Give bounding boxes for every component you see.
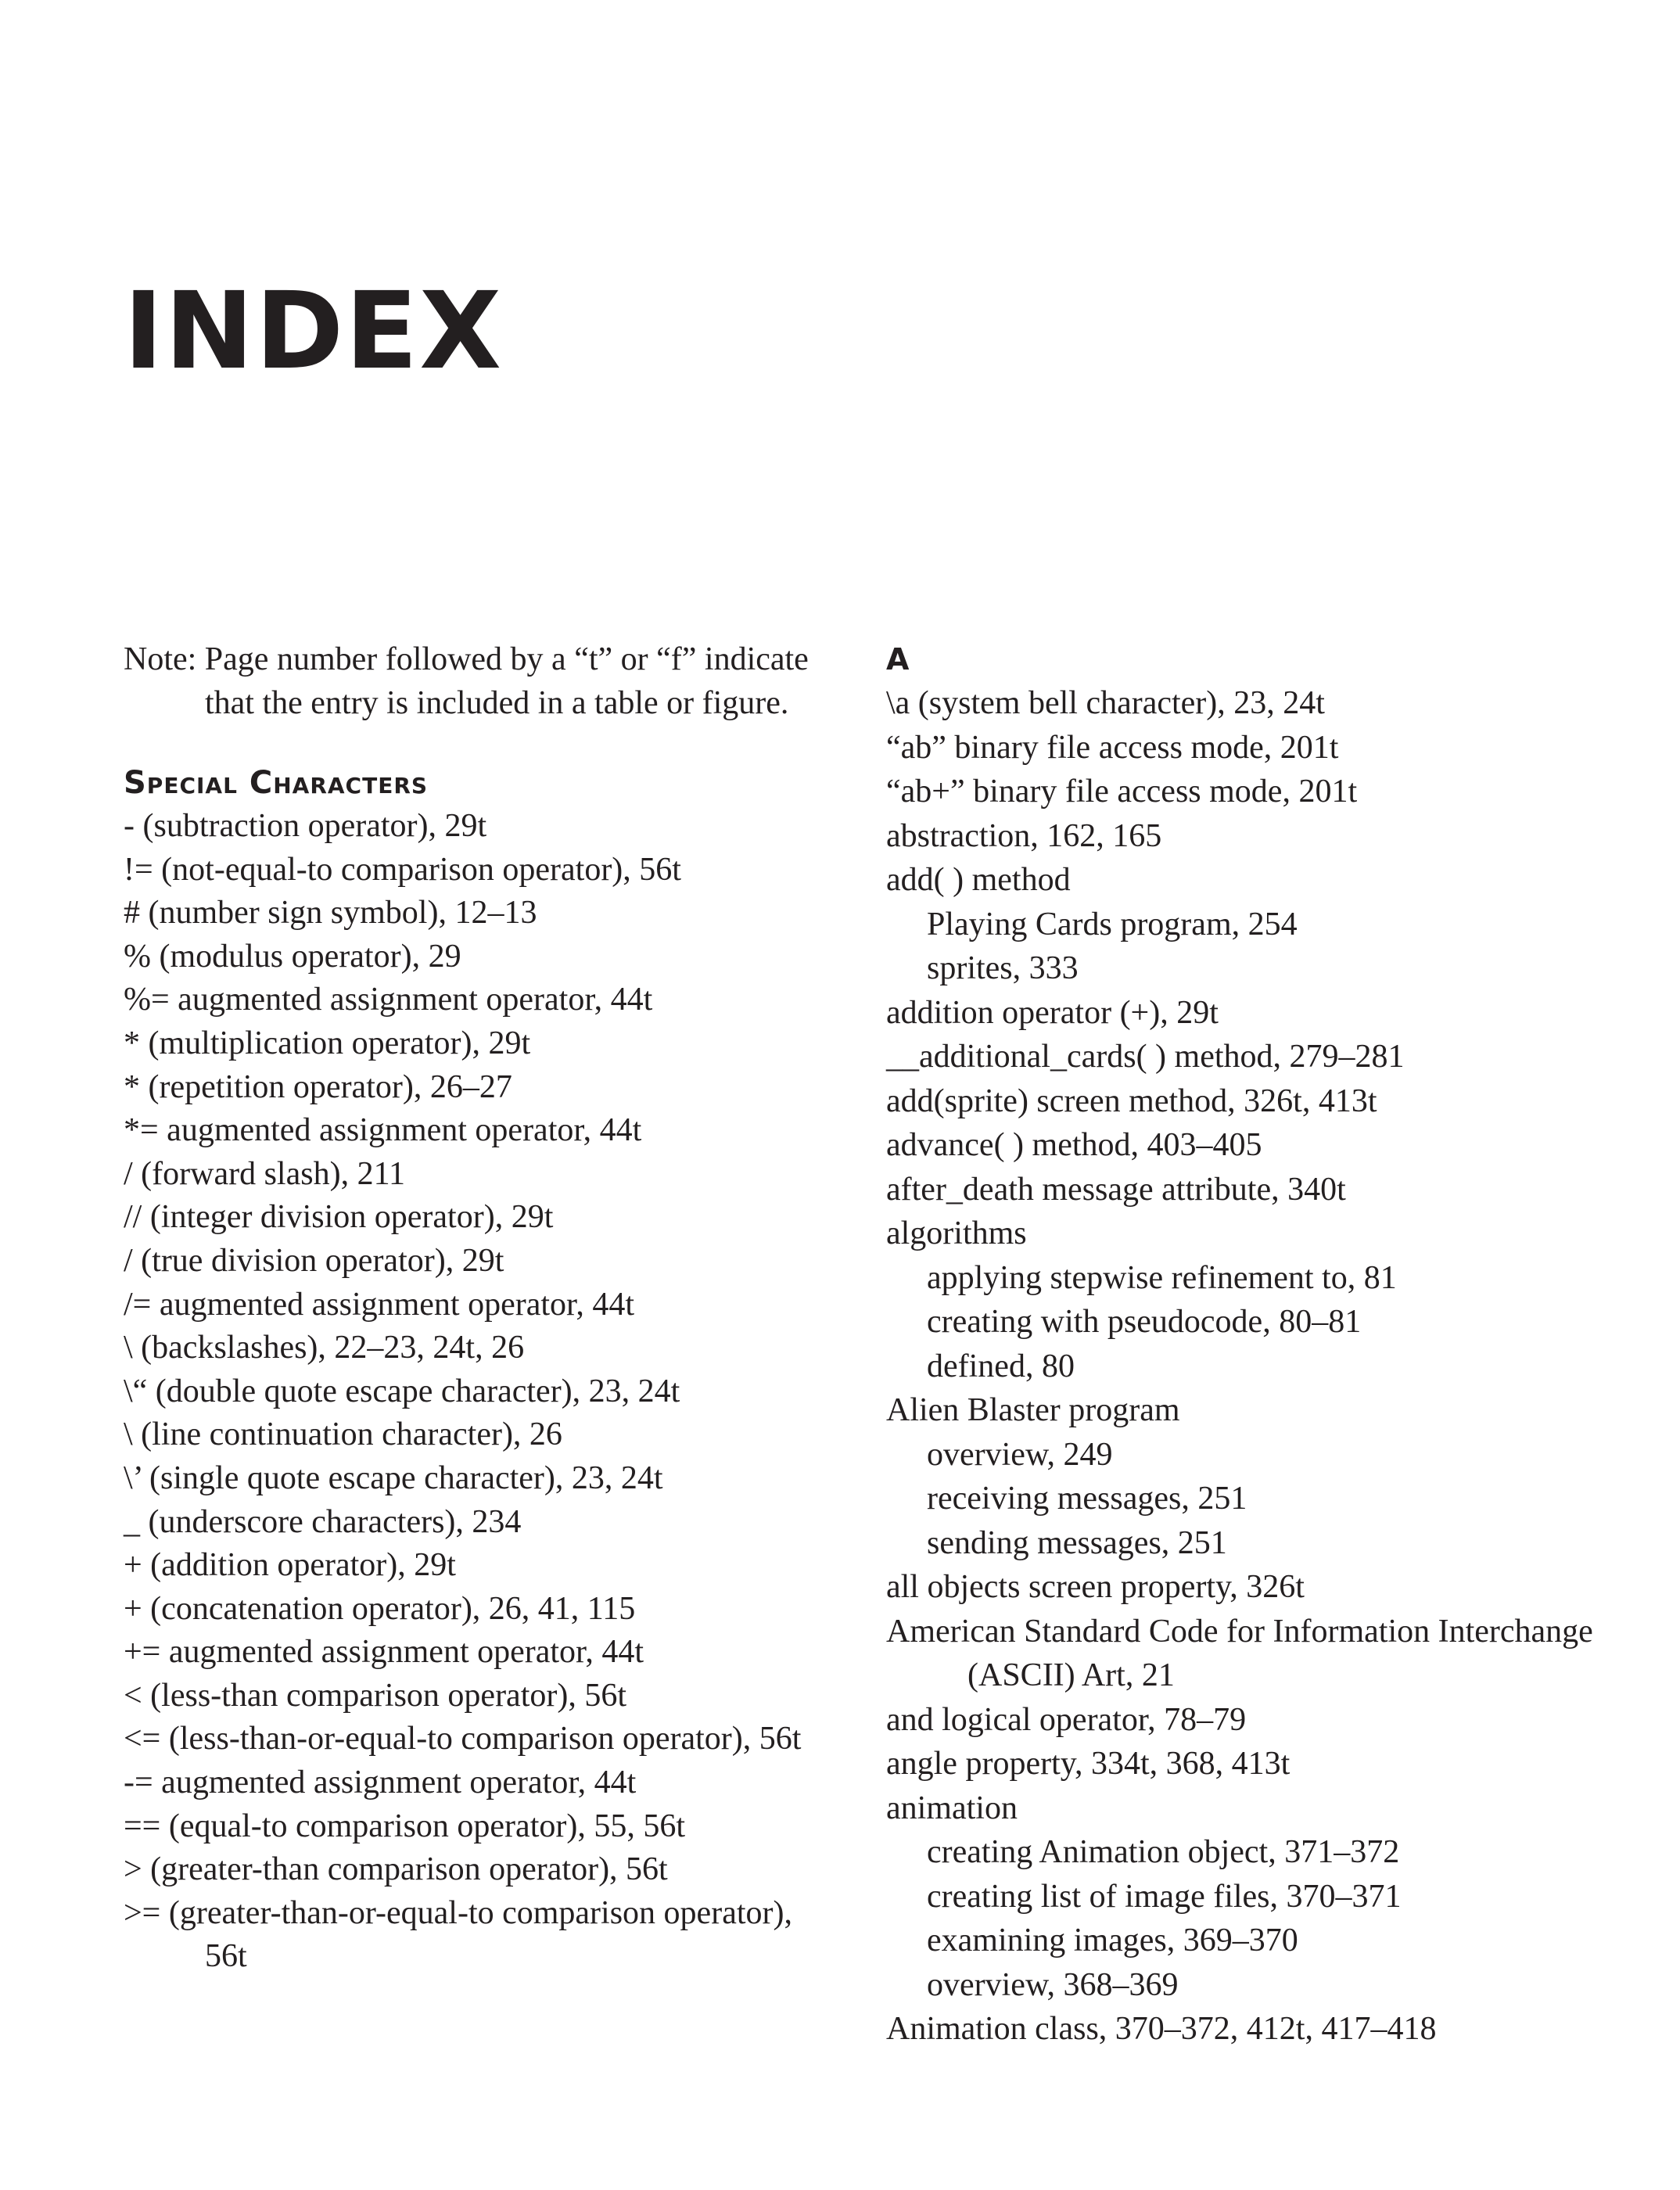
index-entry: and logical operator, 78–79 [886, 1701, 1247, 1738]
index-entry: \ (backslashes), 22–23, 24t, 26 [124, 1330, 525, 1366]
index-subentry: creating list of image files, 370–371 [927, 1878, 1402, 1915]
index-subentry: sprites, 333 [927, 950, 1079, 986]
index-entry: Animation class, 370–372, 412t, 417–418 [886, 2011, 1437, 2047]
index-entry: /= augmented assignment operator, 44t [124, 1286, 635, 1323]
index-entry: abstraction, 162, 165 [886, 817, 1162, 854]
index-entry-list-special-characters [124, 805, 827, 1979]
page-title: INDEX [124, 270, 504, 393]
index-subentry: creating with pseudocode, 80–81 [927, 1304, 1362, 1340]
index-subentry: receiving messages, 251 [927, 1481, 1247, 1517]
index-entry: algorithms [886, 1215, 1027, 1251]
index-entry: “ab” binary file access mode, 201t [886, 729, 1339, 766]
index-entry: + (addition operator), 29t [124, 1547, 456, 1584]
index-entry: # (number sign symbol), 12–13 [124, 895, 537, 932]
index-entry: Alien Blaster program [886, 1392, 1180, 1428]
index-entry: / (true division operator), 29t [124, 1242, 504, 1279]
index-entry: *= augmented assignment operator, 44t [124, 1112, 642, 1149]
index-entry: >= (greater-than-or-equal-to comparison operator), 56t [124, 1894, 792, 1975]
index-entry: \a (system bell character), 23, 24t [886, 685, 1325, 721]
index-subentry: defined, 80 [927, 1348, 1075, 1384]
index-entry: advance( ) method, 403–405 [886, 1127, 1262, 1163]
index-subentry: creating Animation object, 371–372 [927, 1834, 1400, 1870]
index-subentry: examining images, 369–370 [927, 1923, 1298, 1958]
index-subentry: overview, 368–369 [927, 1966, 1179, 2003]
index-entry: <= (less-than-or-equal-to comparison operator), 56t [124, 1721, 802, 1757]
index-subentry: sending messages, 251 [927, 1524, 1227, 1561]
index-entry: % (modulus operator), 29 [124, 938, 461, 975]
index-entry: \’ (single quote escape character), 23, 24t [124, 1459, 663, 1496]
index-entry: angle property, 334t, 368, 413t [886, 1746, 1291, 1782]
index-entry: - (subtraction operator), 29t [124, 808, 487, 844]
index-entry: add(sprite) screen method, 326t, 413t [886, 1082, 1377, 1119]
index-entry: == (equal-to comparison operator), 55, 56t [124, 1808, 685, 1844]
index-entry: %= augmented assignment operator, 44t [124, 982, 653, 1018]
index-entry: < (less-than comparison operator), 56t [124, 1677, 627, 1714]
index-entry: / (forward slash), 211 [124, 1155, 406, 1192]
index-note: Note: Page number followed by a “t” or “f” indicate that the entry is included in a table or figure. [124, 641, 809, 721]
index-entry: += augmented assignment operator, 44t [124, 1634, 644, 1671]
index-entry: \ (line continuation character), 26 [124, 1416, 562, 1453]
index-entry: animation [886, 1790, 1018, 1826]
index-entry: add( ) method [886, 862, 1071, 898]
index-entry: addition operator (+), 29t [886, 994, 1219, 1031]
index-entry: \“ (double quote escape character), 23, 24t [124, 1373, 680, 1409]
index-column-left [124, 637, 827, 1979]
index-entry: != (not-equal-to comparison operator), 56t [124, 851, 681, 888]
index-entry-list-a [886, 681, 1621, 2052]
index-entry: American Standard Code for Information Interchange (ASCII) Art, 21 [886, 1613, 1593, 1693]
index-entry: + (concatenation operator), 26, 41, 115 [124, 1590, 636, 1627]
index-entry: _ (underscore characters), 234 [124, 1503, 522, 1540]
index-entry: -= augmented assignment operator, 44t [124, 1765, 637, 1801]
index-subentry: applying stepwise refinement to, 81 [927, 1259, 1397, 1296]
index-entry: * (repetition operator), 26–27 [124, 1068, 512, 1105]
index-entry: all objects screen property, 326t [886, 1569, 1305, 1605]
index-entry: after_death message attribute, 340t [886, 1171, 1346, 1208]
index-entry: * (multiplication operator), 29t [124, 1025, 531, 1061]
index-entry: “ab+” binary file access mode, 201t [886, 774, 1358, 810]
index-entry: // (integer division operator), 29t [124, 1199, 554, 1236]
section-heading-a: A [886, 642, 910, 677]
index-entry: > (greater-than comparison operator), 56t [124, 1851, 668, 1888]
index-entry: __additional_cards( ) method, 279–281 [886, 1039, 1405, 1075]
index-subentry: Playing Cards program, 254 [927, 906, 1298, 942]
index-subentry: overview, 249 [927, 1436, 1113, 1473]
index-column-right [886, 637, 1621, 2052]
section-heading-special-characters: Special Characters [124, 765, 429, 801]
